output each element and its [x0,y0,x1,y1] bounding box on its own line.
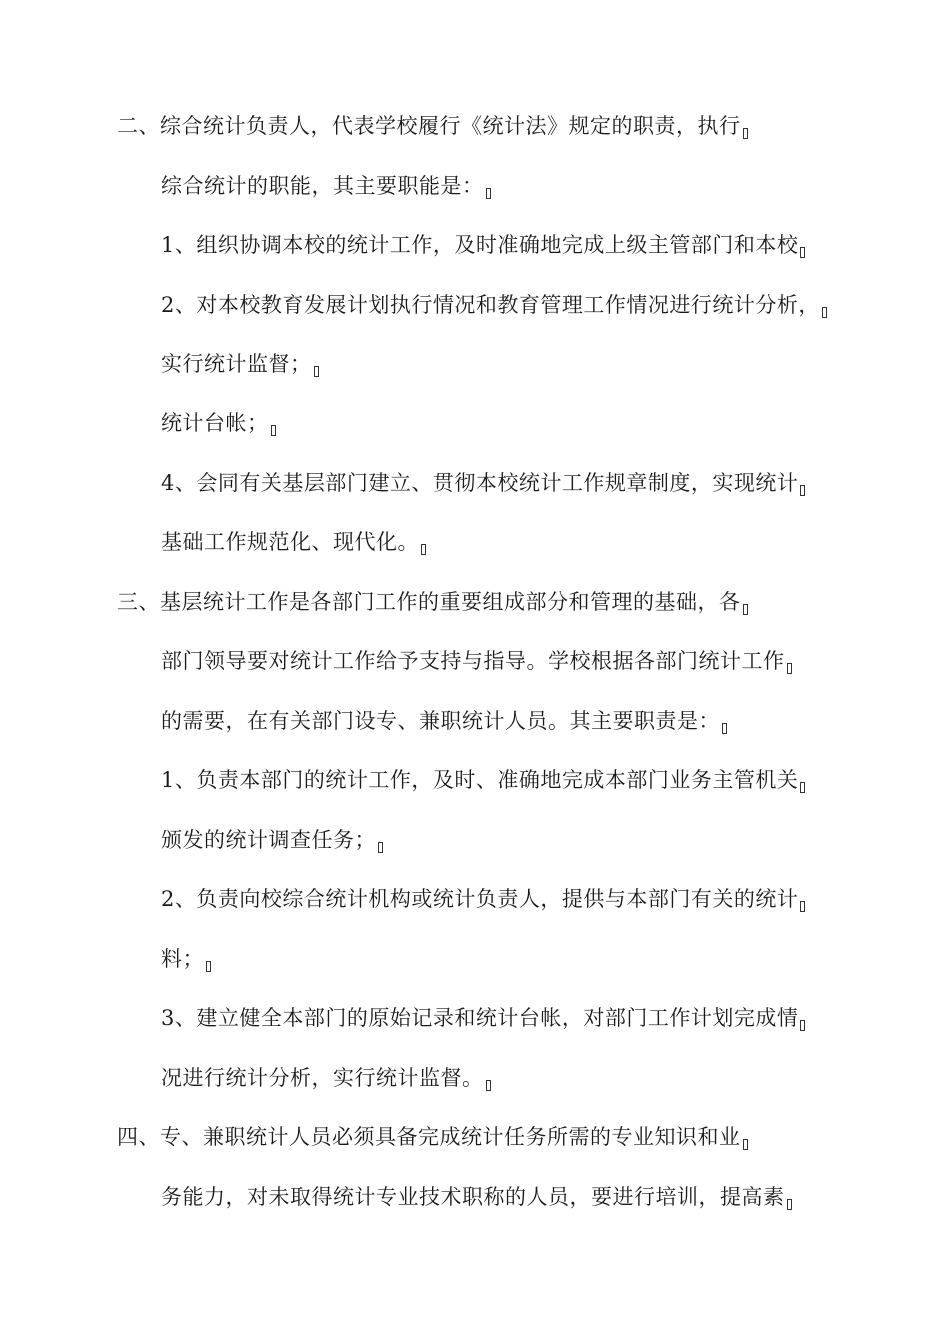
missing-glyph-icon [787,1199,792,1210]
line-text: 综合统计的职能，其主要职能是： [161,174,484,198]
missing-glyph-icon [421,544,426,555]
line-text: 务能力，对未取得统计专业技术职称的人员，要进行培训，提高素 [161,1185,785,1209]
line-text: 基础工作规范化、现代化。 [161,530,419,554]
line-text: 4、会同有关基层部门建立、贯彻本校统计工作规章制度，实现统计 [161,471,799,495]
line-text: 料； [161,947,204,971]
paragraph-line [161,469,805,497]
paragraph-line [161,945,211,973]
line-text: 二、综合统计负责人，代表学校履行《统计法》规定的职责，执行 [117,114,741,138]
line-text: 统计台帐； [161,411,269,435]
paragraph-line [161,766,805,794]
paragraph-line [161,1064,491,1092]
missing-glyph-icon [722,723,727,734]
missing-glyph-icon [743,1139,748,1150]
paragraph-line [117,588,748,616]
line-text: 四、专、兼职统计人员必须具备完成统计任务所需的专业知识和业 [117,1125,741,1149]
missing-glyph-icon [800,247,805,258]
line-text: 1、负责本部门的统计工作，及时、准确地完成本部门业务主管机关 [161,768,799,792]
line-text: 3、建立健全本部门的原始记录和统计台帐，对部门工作计划完成情 [161,1006,799,1030]
missing-glyph-icon [486,1080,491,1091]
line-text: 2、负责向校综合统计机构或统计负责人，提供与本部门有关的统计 [161,887,799,911]
missing-glyph-icon [787,663,792,674]
missing-glyph-icon [314,366,319,377]
paragraph-line [161,647,792,675]
paragraph-line [117,1123,748,1151]
paragraph-line [161,172,491,200]
line-text: 部门领导要对统计工作给予支持与指导。学校根据各部门统计工作 [161,649,785,673]
line-text: 1、组织协调本校的统计工作，及时准确地完成上级主管部门和本校 [161,233,799,257]
paragraph-line [161,826,383,854]
line-text: 颁发的统计调查任务； [161,828,376,852]
missing-glyph-icon [822,307,827,318]
missing-glyph-icon [800,782,805,793]
paragraph-line [161,1004,805,1032]
paragraph-line [161,528,426,556]
missing-glyph-icon [271,425,276,436]
paragraph-line [161,350,319,378]
paragraph-line [161,409,276,437]
line-text: 况进行统计分析，实行统计监督。 [161,1066,484,1090]
missing-glyph-icon [206,961,211,972]
paragraph-line [161,231,805,259]
paragraph-line [161,707,727,735]
paragraph-line [161,885,805,913]
missing-glyph-icon [800,1020,805,1031]
missing-glyph-icon [800,485,805,496]
missing-glyph-icon [743,604,748,615]
paragraph-line [161,1183,792,1211]
missing-glyph-icon [800,901,805,912]
missing-glyph-icon [743,128,748,139]
paragraph-line [117,112,748,140]
line-text: 的需要，在有关部门设专、兼职统计人员。其主要职责是： [161,709,720,733]
paragraph-line [161,291,827,319]
missing-glyph-icon [378,842,383,853]
missing-glyph-icon [486,188,491,199]
line-text: 实行统计监督； [161,352,312,376]
line-text: 三、基层统计工作是各部门工作的重要组成部分和管理的基础，各 [117,590,741,614]
line-text: 2、对本校教育发展计划执行情况和教育管理工作情况进行统计分析， [161,293,820,317]
